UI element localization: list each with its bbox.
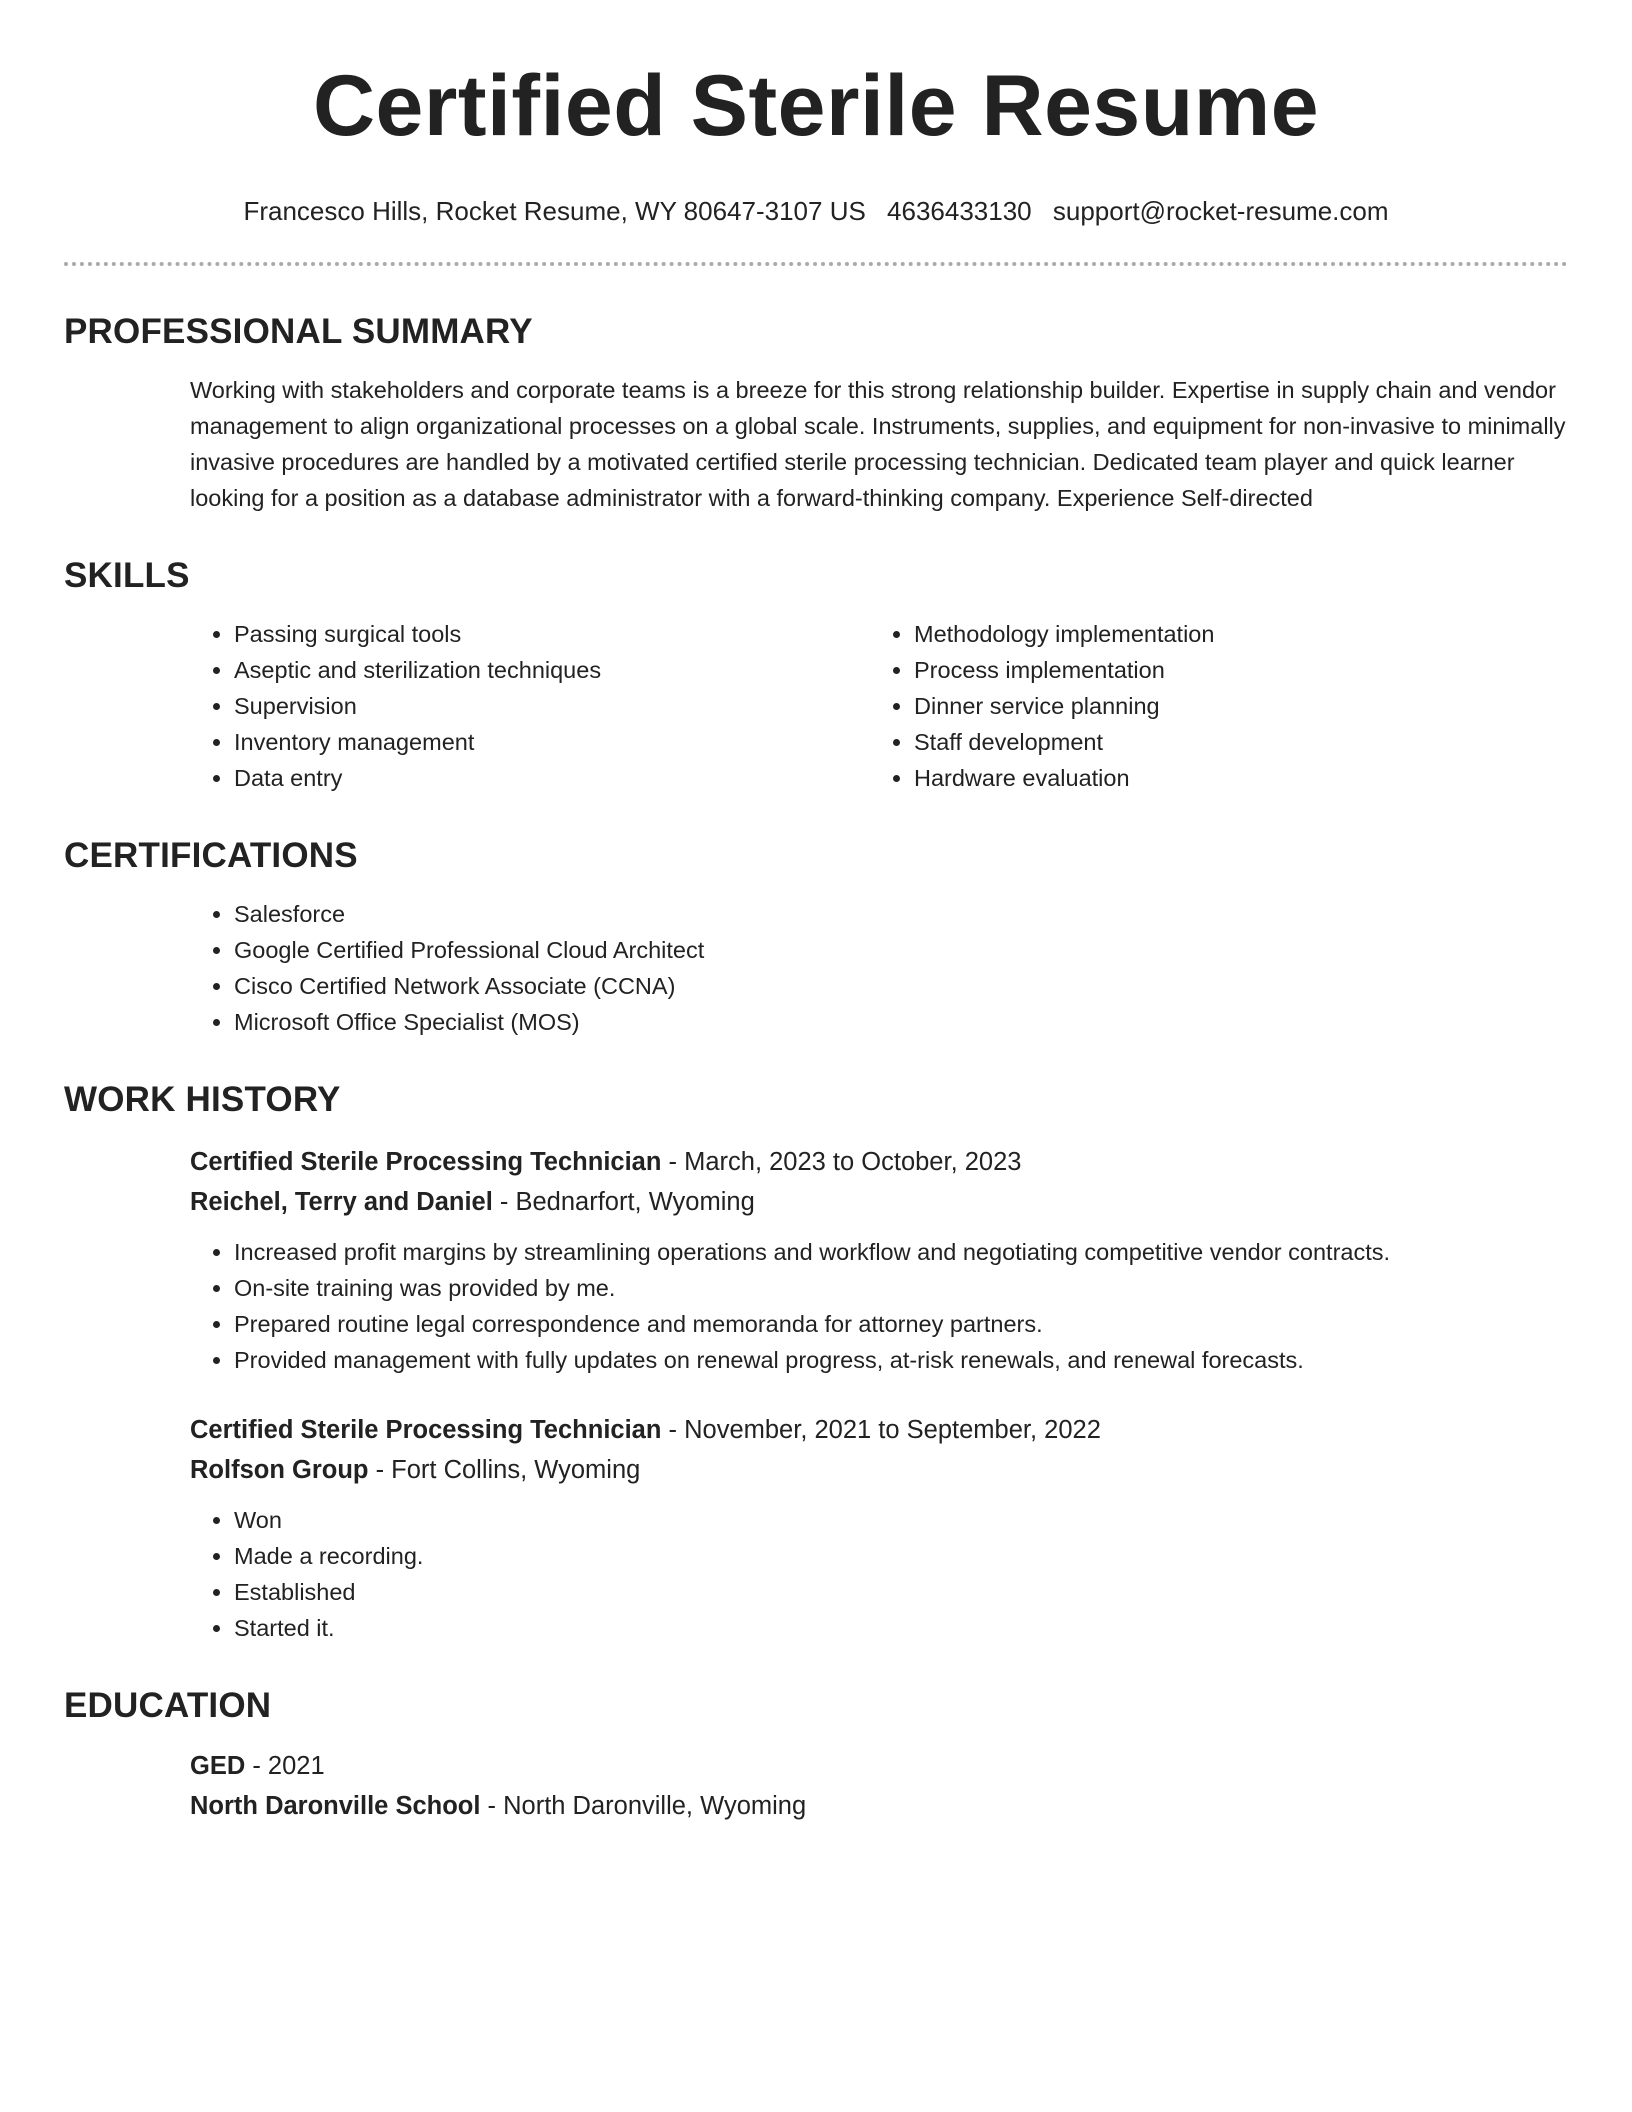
list-item: • Prepared routine legal correspondence and memoranda for attorney partners.	[234, 1306, 1568, 1342]
education-heading: EDUCATION	[64, 1686, 272, 1725]
list-item: • Won	[234, 1502, 1568, 1538]
list-item: • Passing surgical tools	[234, 616, 870, 652]
list-item: • Established	[234, 1574, 1568, 1610]
list-item: • Salesforce	[234, 896, 1568, 932]
skills-column-right	[870, 616, 1550, 796]
list-item: • Hardware evaluation	[914, 760, 1550, 796]
summary-heading: PROFESSIONAL SUMMARY	[64, 312, 533, 351]
list-item: • Inventory management	[234, 724, 870, 760]
list-item: • Staff development	[914, 724, 1550, 760]
education-year: - 2021	[245, 1752, 325, 1780]
list-item: • Increased profit margins by streamlining operations and workflow and negotiating competitive vendor contracts.	[234, 1234, 1568, 1270]
skills-column-left	[190, 616, 870, 796]
list-item: • Dinner service planning	[914, 688, 1550, 724]
summary-section	[64, 312, 1568, 516]
contact-address: Francesco Hills, Rocket Resume, WY 80647-3107 US	[243, 196, 866, 226]
education-school: North Daronville School	[190, 1792, 481, 1820]
work-section	[64, 1080, 1568, 1646]
job-location: - Fort Collins, Wyoming	[368, 1456, 641, 1484]
summary-text: Working with stakeholders and corporate teams is a breeze for this strong relationship builder. Expertise in supply chain and vendor management to align organizational processes on a global scale. Instruments, supplies, and equipment for non-invasive to minimally invasive procedures are handled by a motivated certified sterile processing technician. Dedicated team player and quick learner looking for a position as a database administrator with a forward-thinking company. Experience Self-directed	[190, 377, 1566, 511]
list-item: • Supervision	[234, 688, 870, 724]
education-body	[64, 1746, 1568, 1826]
job-dates: - November, 2021 to September, 2022	[661, 1416, 1101, 1444]
list-item: • Process implementation	[914, 652, 1550, 688]
skills-list-left	[190, 616, 870, 796]
job-location: - Bednarfort, Wyoming	[492, 1188, 755, 1216]
job-bullets	[190, 1234, 1568, 1378]
list-item: • Data entry	[234, 760, 870, 796]
list-item: • Cisco Certified Network Associate (CCNA)	[234, 968, 1568, 1004]
education-degree-line	[190, 1746, 1568, 1786]
job-entry	[190, 1142, 1568, 1378]
list-item: • On-site training was provided by me.	[234, 1270, 1568, 1306]
list-item: • Microsoft Office Specialist (MOS)	[234, 1004, 1568, 1040]
certifications-body	[64, 896, 1568, 1040]
job-company: Reichel, Terry and Daniel	[190, 1188, 493, 1216]
contact-line	[64, 194, 1568, 228]
certifications-list	[190, 896, 1568, 1040]
certifications-section	[64, 836, 1568, 1040]
list-item: • Aseptic and sterilization techniques	[234, 652, 870, 688]
list-item: • Provided management with fully updates on renewal progress, at-risk renewals, and renewal forecasts.	[234, 1342, 1568, 1378]
list-item: • Started it.	[234, 1610, 1568, 1646]
job-title-line	[190, 1142, 1568, 1182]
job-entry	[190, 1410, 1568, 1646]
skills-section	[64, 556, 1568, 796]
job-bullets	[190, 1502, 1568, 1646]
job-company-line	[190, 1182, 1568, 1222]
job-title-line	[190, 1410, 1568, 1450]
job-dates: - March, 2023 to October, 2023	[661, 1148, 1022, 1176]
skills-heading: SKILLS	[64, 556, 190, 595]
education-location: - North Daronville, Wyoming	[480, 1792, 807, 1820]
education-section	[64, 1686, 1568, 1826]
job-company-line	[190, 1450, 1568, 1490]
skills-body	[64, 616, 1568, 796]
summary-body	[64, 372, 1568, 516]
list-item: • Methodology implementation	[914, 616, 1550, 652]
job-title: Certified Sterile Processing Technician	[190, 1148, 662, 1176]
resume-title: Certified Sterile Resume	[312, 58, 1320, 154]
education-degree: GED	[190, 1752, 246, 1780]
work-body	[64, 1142, 1568, 1646]
contact-phone: 4636433130	[887, 196, 1032, 226]
skills-list-right	[870, 616, 1550, 796]
job-company: Rolfson Group	[190, 1456, 369, 1484]
certifications-heading: CERTIFICATIONS	[64, 836, 358, 875]
header-divider	[64, 262, 1568, 266]
skills-grid	[190, 616, 1568, 796]
list-item: • Made a recording.	[234, 1538, 1568, 1574]
work-heading: WORK HISTORY	[64, 1080, 341, 1119]
education-school-line	[190, 1786, 1568, 1826]
job-title: Certified Sterile Processing Technician	[190, 1416, 662, 1444]
contact-email: support@rocket-resume.com	[1052, 196, 1389, 226]
list-item: • Google Certified Professional Cloud Architect	[234, 932, 1568, 968]
